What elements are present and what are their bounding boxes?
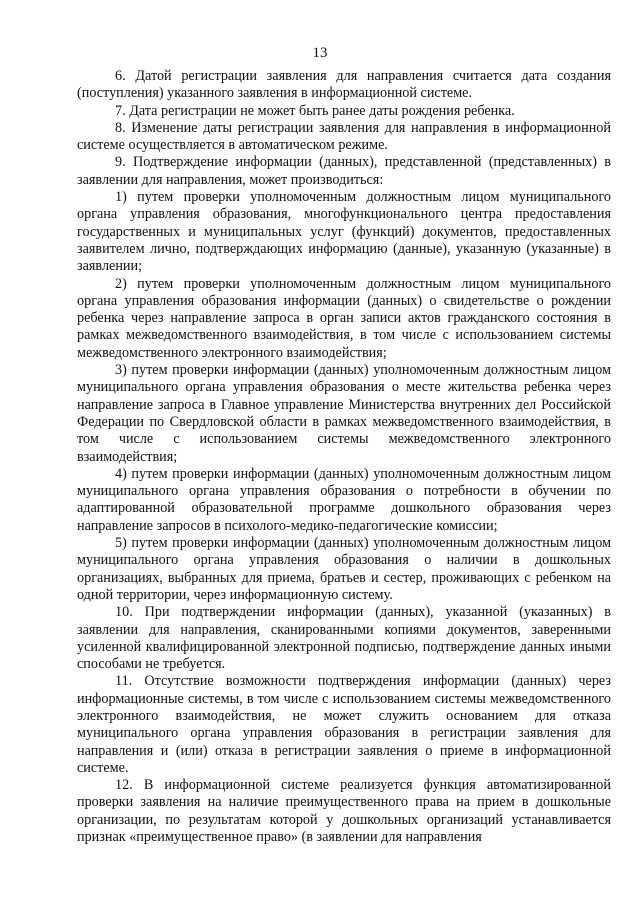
paragraph-9-item-5: 5) путем проверки информации (данных) уполномоченным должностным лицом муниципального органа управления образования о наличии в дошкольных организациях, выбранных для приема, братьев и сестер, проживающих с ребенком на одной территории, через информационную систему. (77, 535, 611, 603)
paragraph-9-item-3: 3) путем проверки информации (данных) уполномоченным должностным лицом муниципального органа управления образования о месте жительства ребенка через направление запроса в Главное управление Министерства внутренних дел Российской Федерации по Свердловской области в рамках межведомственного взаимодействия, в том числе с использованием системы межведомственного электронного взаимодействия; (77, 362, 611, 465)
paragraph-9-item-1: 1) путем проверки уполномоченным должностным лицом муниципального органа управления образования, многофункционального центра предоставления государственных и муниципальных услуг (функций) документов, предоставленных заявителем лично, подтверждающих информацию (данные), указанную (указанные) в заявлении; (77, 189, 611, 275)
paragraph-9-item-4: 4) путем проверки информации (данных) уполномоченным должностным лицом муниципального органа управления образования о потребности в обучении по адаптированной образовательной программе дошкольного образования через направление запросов в психолого-медико-педагогические комиссии; (77, 465, 611, 534)
document-body (77, 68, 611, 846)
paragraph-12: 12. В информационной системе реализуется функция автоматизированной проверки заявления на наличие преимущественного права на прием в дошкольные организации, по результатам которой у дошкольных организаций устанавливается признак «преимущественное право» (в заявлении для направления (77, 777, 611, 846)
paragraph-8: 8. Изменение даты регистрации заявления для направления в информационной системе осуществляется в автоматическом режиме. (77, 119, 611, 154)
paragraph-10: 10. При подтверждении информации (данных), указанной (указанных) в заявлении для направления, сканированными копиями документов, заверенными усиленной квалифицированной электронной подписью, подтверждение данных иными способами не требуется. (77, 604, 611, 673)
paragraph-6: 6. Датой регистрации заявления для направления считается дата создания (поступления) указанного заявления в информационной системе. (77, 68, 611, 102)
paragraph-9: 9. Подтверждение информации (данных), представленной (представленных) в заявлении для направления, может производиться: (77, 154, 611, 188)
paragraph-9-item-2: 2) путем проверки уполномоченным должностным лицом муниципального органа управления образования информации (данных) о свидетельстве о рождении ребенка через направление запроса в орган записи актов гражданского состояния в рамках межведомственного взаимодействия, в том числе с использованием системы межведомственного электронного взаимодействия; (77, 275, 611, 361)
page-number: 13 (312, 45, 328, 61)
paragraph-11: 11. Отсутствие возможности подтверждения информации (данных) через информационные системы, в том числе с использованием системы межведомственного электронного взаимодействия, не может служить основанием для отказа муниципального органа управления образования в регистрации заявления для направления и (или) отказа в регистрации заявления о приеме в информационной системе. (77, 673, 611, 776)
paragraph-7: 7. Дата регистрации не может быть ранее даты рождения ребенка. (115, 102, 515, 119)
